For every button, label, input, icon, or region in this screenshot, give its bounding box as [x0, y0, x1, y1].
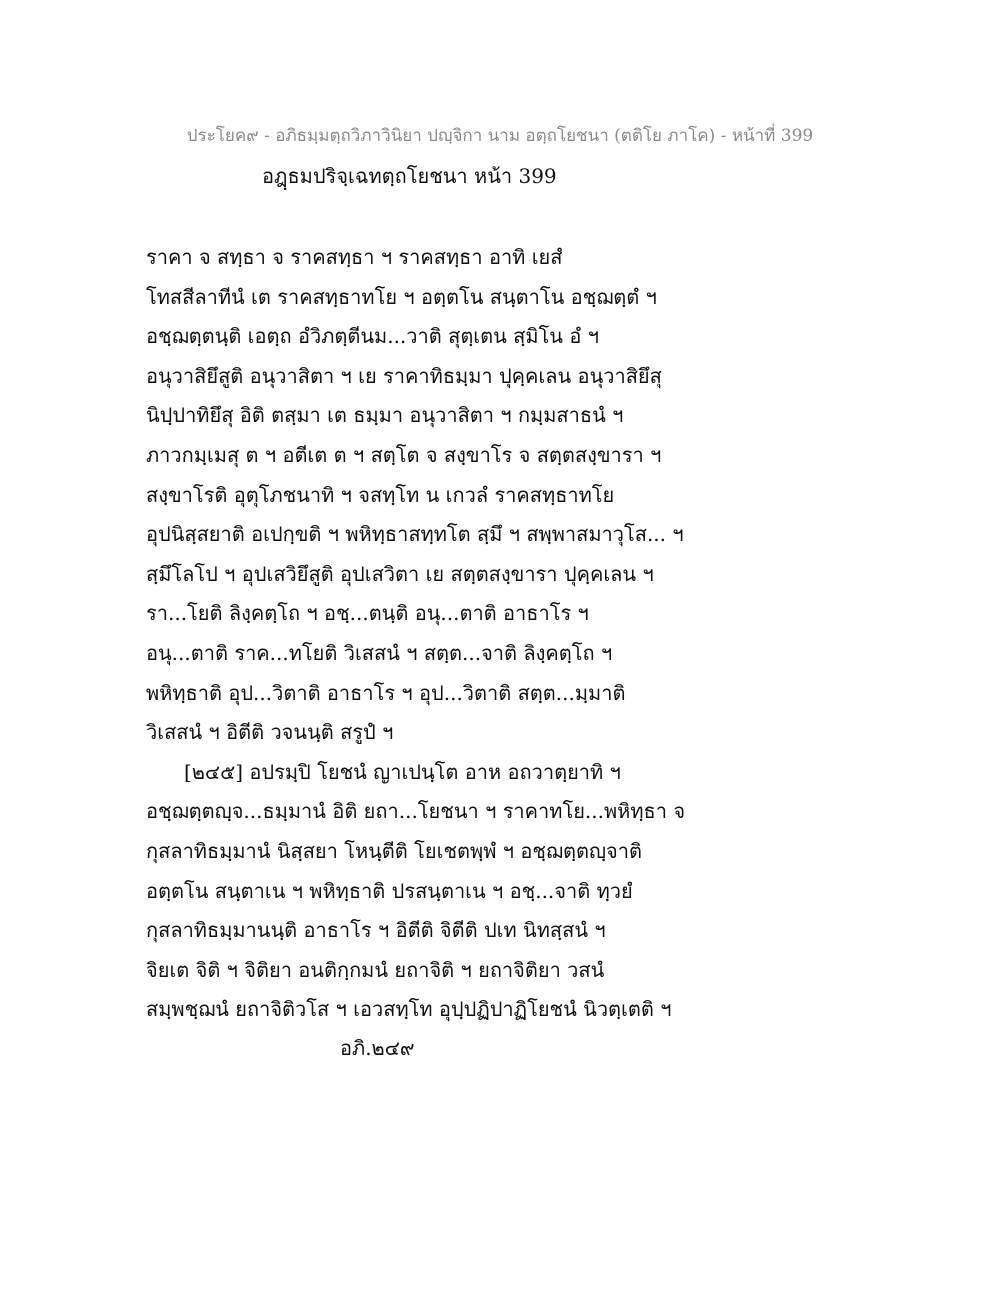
text-line: ภาวกมฺเมสุ ต ฯ อตีเต ต ฯ สตฺโต จ สงฺขาโร จ สตฺตสงฺขารา ฯ	[146, 442, 662, 467]
text-line: อุปนิสฺสยาติ อเปกฺขติ ฯ พหิทฺธาสทฺทโต สฺมึ ฯ สพฺพาสมาวุโส... ฯ	[146, 522, 684, 547]
text-line: สฺมึโลโป ฯ อุปเสวิยึสูติ อุปเสวิตา เย สตฺตสงฺขารา ปุคฺคเลน ฯ	[146, 561, 654, 586]
text-line: อตฺตโน สนฺตาเน ฯ พหิทฺธาติ ปรสนฺตาเน ฯ อชฺ...จาติ ทฺวยํ	[146, 878, 633, 903]
page-title: อฎฺธมปริจฺเฉทตฺถโยชนา หน้า 399	[262, 164, 557, 188]
text-line: ราคา จ สทฺธา จ ราคสทฺธา ฯ ราคสทฺธา อาทิ เยสํ	[146, 245, 563, 269]
text-line: พหิทฺธาติ อุป...วิตาติ อาธาโร ฯ อุป...วิตาติ สตฺต...มฺมาติ	[146, 680, 626, 705]
text-line: รา...โยติ ลิงฺคตฺโถ ฯ อชฺ...ตนฺติ อนุ...ตาติ อาธาโร ฯ	[146, 601, 589, 626]
paragraph-start-line: [๒๔๕] อปรมฺปิ โยชนํ ญาเปนฺโต อาห อถวาตฺยาทิ ฯ	[184, 759, 621, 784]
text-line: กุสลาทิธมฺมานนฺติ อาธาโร ฯ อิตีติ จิตีติ ปเท นิทสฺสนํ ฯ	[146, 918, 606, 943]
text-line: อนุวาสิยึสูติ อนุวาสิตา ฯ เย ราคาทิธมฺมา ปุคฺคเลน อนุวาสิยึสุ	[146, 363, 662, 388]
body-text	[146, 238, 866, 1030]
text-line: อนุ...ตาติ ราค...ทโยติ วิเสสนํ ฯ สตฺต...จาติ ลิงฺคตฺโถ ฯ	[146, 640, 613, 665]
text-line: อชฺฌตฺตนฺติ เอตฺถ อํวิภตฺตีนม...วาติ สุตฺเตน สฺมิโน อํ ฯ	[146, 324, 599, 349]
text-line: อชฺฌตฺตญฺจ...ธมฺมานํ อิติ ยถา...โยชนา ฯ ราคาทโย...พหิทฺธา จ	[146, 799, 686, 824]
text-line: นิปฺปาทิยึสุ อิติ ตสฺมา เต ธมฺมา อนุวาสิตา ฯ กมฺมสาธนํ ฯ	[146, 403, 624, 428]
running-header-text: ประโยค๙ - อภิธมฺมตฺถวิภาวินิยา ปญฺจิกา นาม อตฺถโยชนา (ตติโย ภาโค) - หน้าที่ 399	[186, 126, 814, 146]
text-line: จิยเต จิติ ฯ จิติยา อนติกฺกมนํ ยถาจิติ ฯ ยถาจิติยา วสนํ	[146, 957, 605, 982]
footer-reference: อภิ.๒๔๙	[340, 1036, 415, 1060]
text-line: วิเสสนํ ฯ อิตีติ วจนนฺติ สรูปํ ฯ	[146, 720, 394, 745]
text-line: สงฺขาโรติ อุตุโภชนาทิ ฯ จสทฺโท น เกวลํ ราคสทฺธาทโย	[146, 482, 615, 507]
running-header	[0, 122, 1000, 149]
text-line: กุสลาทิธมฺมานํ นิสฺสยา โหนฺตีติ โยเชตพฺพํ ฯ อชฺฌตฺตญฺจาติ	[146, 838, 642, 863]
text-line: โทสสีลาทีนํ เต ราคสทฺธาทโย ฯ อตฺตโน สนฺตาโน อชฺฌตฺตํ ฯ	[146, 284, 657, 309]
text-line: สมฺพชฺฌนํ ยถาจิติวโส ฯ เอวสทฺโท อุปฺปฏิปาฏิโยชนํ นิวตฺเตติ ฯ	[146, 997, 672, 1022]
